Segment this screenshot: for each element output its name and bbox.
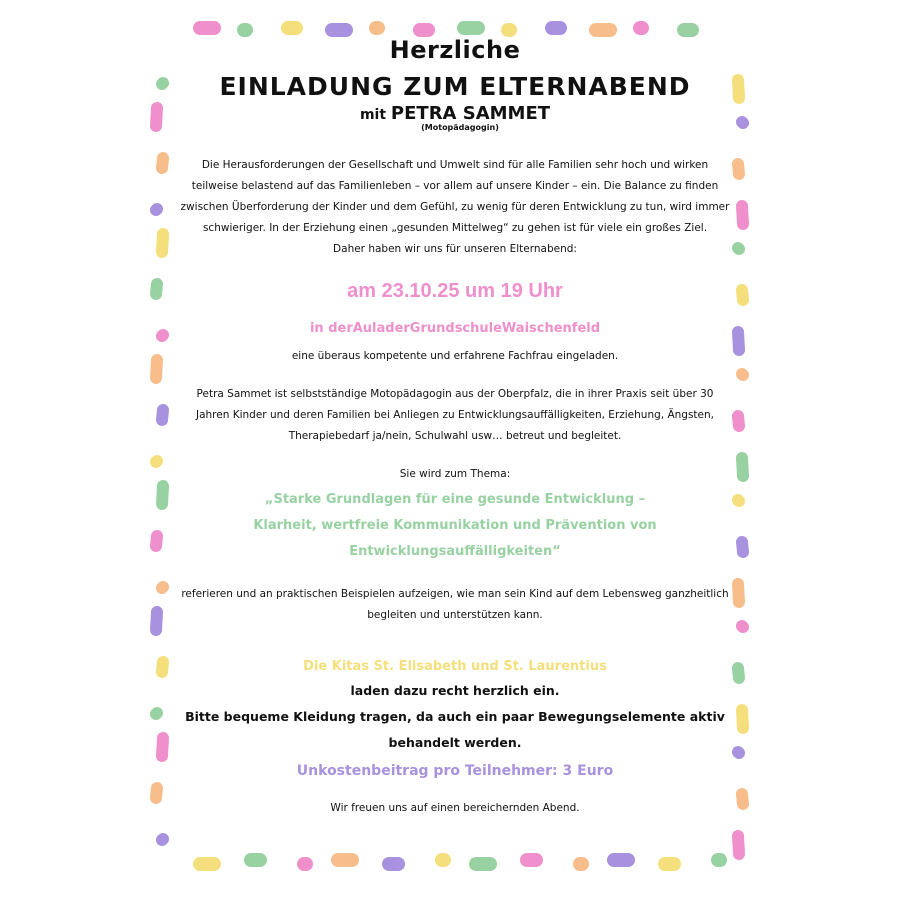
border-dash xyxy=(162,158,163,168)
topic-line: Klarheit, wertfreie Kommunikation und Prävention von xyxy=(253,518,657,533)
hosts-line: Die Kitas St. Elisabeth und St. Laurentius xyxy=(303,659,607,674)
border-dash xyxy=(156,713,157,714)
border-dash xyxy=(738,752,739,753)
border-dash xyxy=(738,584,739,602)
border-dash xyxy=(162,335,163,336)
border-dash xyxy=(738,164,739,174)
invitation-content xyxy=(180,30,730,818)
with-prefix: mit xyxy=(359,107,387,123)
border-dash xyxy=(738,668,739,678)
intro-paragraph: Die Herausforderungen der Gesellschaft und Umwelt sind für alle Familien sehr hoch und wirken teilweise belastend auf das Familienleben – vor allem auf unsere Kinder – ein. Die Balance zu finden zwischen Überforderung der Kinder und dem Gefühl, zu wenig für deren Entwicklung zu tun, wird immer schwieriger. In der Erziehung einen „gesunden Mittelweg“ zu gehen ist für viele ein großes Ziel. xyxy=(180,159,730,234)
topic-line: Entwicklungsauffälligkeiten“ xyxy=(349,544,561,559)
border-dash xyxy=(156,536,157,546)
border-dash xyxy=(156,360,157,378)
border-dash xyxy=(738,248,739,249)
intro-lead: Daher haben wir uns für unseren Elternabend: xyxy=(333,243,577,255)
topic-quote xyxy=(180,487,730,565)
border-dash xyxy=(156,461,157,462)
invitation-title: EINLADUNG ZUM ELTERNABEND xyxy=(219,72,691,101)
speaker-bio: Petra Sammet ist selbstständige Motopädagogin aus der Oberpfalz, die in ihrer Praxis seit über 30 Jahren Kinder und deren Familien bei Anliegen zu Entwicklungsauffälligkeiten, Erziehung, Ängsten, Therapiebedarf ja/nein, Schulwahl usw… betreut und begleitet. xyxy=(196,388,714,442)
speaker-name: PETRA SAMMET xyxy=(390,103,551,124)
border-dash xyxy=(162,83,163,84)
border-dash xyxy=(156,108,157,126)
border-dash xyxy=(742,122,743,123)
border-dash xyxy=(738,836,739,854)
border-dash xyxy=(162,738,163,756)
border-dash xyxy=(738,500,739,501)
border-dash xyxy=(162,234,163,252)
border-dash xyxy=(742,542,743,552)
border-dash xyxy=(162,839,163,840)
expert-sentence: eine überaus kompetente und erfahrene Fachfrau eingeladen. xyxy=(291,350,619,362)
hosts-invite: laden dazu recht herzlich ein. xyxy=(350,683,560,698)
speaker-line xyxy=(180,103,730,124)
border-dash xyxy=(742,374,743,375)
event-date-time: am 23.10.25 um 19 Uhr xyxy=(347,280,563,302)
border-dash xyxy=(156,209,157,210)
border-dash xyxy=(742,710,743,728)
border-dash xyxy=(742,458,743,476)
speaker-role: (Motopädagogin) xyxy=(421,123,499,132)
clothing-note: Bitte bequeme Kleidung tragen, da auch ein paar Bewegungselemente aktiv behandelt werden. xyxy=(185,709,725,750)
border-dash xyxy=(156,612,157,630)
border-dash xyxy=(162,486,163,504)
fee-line: Unkostenbeitrag pro Teilnehmer: 3 Euro xyxy=(296,763,614,779)
border-dash xyxy=(738,416,739,426)
border-dash xyxy=(162,410,163,420)
border-dash xyxy=(156,788,157,798)
border-dash xyxy=(742,206,743,224)
border-dash xyxy=(738,332,739,350)
topic-lead: Sie wird zum Thema: xyxy=(399,468,511,480)
topic-line: „Starke Grundlagen für eine gesunde Entwicklung – xyxy=(264,492,646,507)
border-dash xyxy=(742,626,743,627)
border-dash xyxy=(162,662,163,672)
topic-followup: referieren und an praktischen Beispielen aufzeigen, wie man sein Kind auf dem Lebensweg ganzheitlich begleiten und unterstützen kann. xyxy=(181,588,729,621)
border-dash xyxy=(162,587,163,588)
event-location: in derAuladerGrundschuleWaischenfeld xyxy=(309,321,601,336)
greeting-heading: Herzliche xyxy=(389,36,521,64)
border-dash xyxy=(742,794,743,804)
border-dash xyxy=(738,80,739,98)
border-dash xyxy=(156,284,157,294)
closing-line: Wir freuen uns auf einen bereichernden Abend. xyxy=(330,802,580,814)
border-dash xyxy=(742,290,743,300)
